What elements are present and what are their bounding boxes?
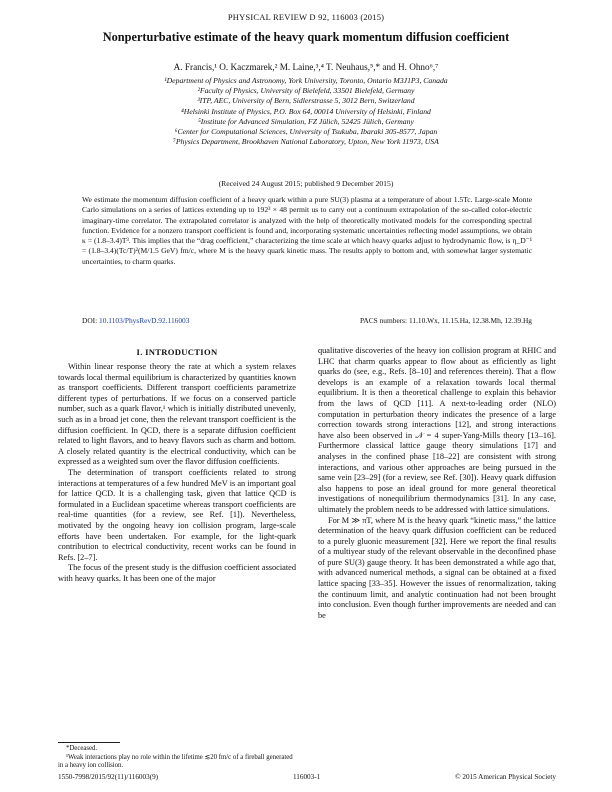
affiliation: ²Faculty of Physics, University of Bielefeld, 33501 Bielefeld, Germany — [197, 86, 415, 96]
right-column — [318, 346, 556, 621]
paragraph: Within linear response theory the rate at which a system relaxes towards local thermal equilibrium is characterized by quantities known as transport coefficients. Different transport coefficients parametrize different types of perturbations. If we focus on a conserved particle number, such as a quark flavor,¹ which is initially distributed unevenly, such as in a broad jet cone, then the relevant transport coefficient is the diffusion coefficient. In QCD, there is a separate diffusion coefficient related to light flavors, and to heavy flavors such as charm and bottom. A closely related quantity is the electrical conductivity, which can be expressed as a weighted sum over the flavor diffusion coefficients. — [58, 362, 296, 467]
footnote: *Deceased. — [66, 745, 98, 752]
journal-header: PHYSICAL REVIEW D 92, 116003 (2015) — [227, 12, 385, 22]
doi-label: DOI: — [82, 316, 100, 325]
paper-title: Nonperturbative estimate of the heavy quark momentum diffusion coefficient — [102, 30, 510, 44]
doi-block — [82, 316, 189, 325]
footnote-divider — [58, 742, 120, 743]
abstract-text: We estimate the momentum diffusion coefficient of a heavy quark within a pure SU(3) plasma at a temperature of about 1.5Tc. Large-scale Monte Carlo simulations on a series of lattices extending up to 192³ × 48 permit us to carry out a continuum extrapolation of the so-called color-electric imaginary-time correlator. The extrapolated correlator is analyzed with the help of theoretically motivated models for the corresponding spectral function. Evidence for a nonzero transport coefficient is found and, incorporating systematic uncertainties reflecting model assumptions, we obtain κ = (1.8–3.4)T³. This implies that the “drag coefficient,” characterizing the time scale at which heavy quarks adjust to hydrodynamic flow, is η_D⁻¹ = (1.8–3.4)(Tc/T)²(M/1.5 GeV) fm/c, where M is the heavy quark kinetic mass. The results apply to bottom and, with somewhat larger systematic uncertainties, to charm quarks. — [82, 195, 532, 266]
footer-copyright: © 2015 American Physical Society — [455, 773, 556, 781]
left-column — [58, 362, 296, 584]
author-list: A. Francis,¹ O. Kaczmarek,² M. Laine,³,⁴ T. Neuhaus,⁵,* and H. Ohno⁶,⁷ — [173, 62, 439, 72]
section-heading: I. INTRODUCTION — [136, 347, 218, 357]
affiliation: ¹Department of Physics and Astronomy, York University, Toronto, Ontario M3J1P3, Canada — [164, 76, 448, 85]
affiliation: ⁴Helsinki Institute of Physics, P.O. Box 64, 00014 University of Helsinki, Finland — [181, 106, 431, 116]
paragraph: qualitative discoveries of the heavy ion collision program at RHIC and LHC that charm quarks appear to flow about as efficiently as light quarks do (see, e.g., Refs. [8–10] and references therein). That a flow develops is an example of a relaxation towards local thermal equilibrium. It is then a theoretical challenge to explain this behavior from the laws of QCD [11]. A next-to-leading order (NLO) computation in perturbation theory indicates the presence of a large correction towards strong interactions [12], and strong interactions have also been observed in 𝒩 = 4 super-Yang-Mills theory [13–16]. Furthermore classical lattice gauge theory simulations [17] and analyses in the confined phase [18–22] are consistent with strong interactions, and various other approaches are being pursued in the same vein [23–29] (for a review, see Ref. [30]). Heavy quark diffusion also happens to pose an ideal ground for more general theoretical investigations of nonequilibrium thermodynamics [31]. In any case, ultimately the problem needs to be addressed with lattice simulations. — [318, 346, 556, 514]
footnote: ¹Weak interactions play no role within the lifetime ≲20 fm/c of a fireball generated in a heavy ion collision. — [58, 753, 293, 770]
page-footer — [58, 773, 556, 781]
affiliations — [40, 76, 572, 147]
received-dates: (Received 24 August 2015; published 9 December 2015) — [218, 179, 394, 188]
paragraph: The focus of the present study is the diffusion coefficient associated with heavy quarks. It has been one of the major — [58, 563, 296, 583]
doi-link[interactable]: 10.1103/PhysRevD.92.116003 — [99, 316, 190, 325]
paragraph: The determination of transport coefficients related to strong interactions at temperatures of a few hundred MeV is an important goal for lattice QCD. It is a challenging task, given that lattice QCD is formulated in a Euclidean spacetime whereas transport coefficients are real-time quantities (for a review, see Ref. [1]). Nevertheless, motivated by the ongoing heavy ion collision program, large-scale efforts have been undertaken. For example, for the light-quark contribution to electrical conductivity, recent works can be found in Refs. [2–7]. — [58, 467, 296, 562]
footer-issn: 1550-7998/2015/92(11)/116003(9) — [58, 773, 159, 781]
footnotes — [58, 745, 296, 771]
paragraph: For M ≫ πT, where M is the heavy quark “kinetic mass,” the lattice determination of the heavy quark diffusion coefficient can be reduced to a purely gluonic measurement [32]. Here we report the final results of a multiyear study of the relevant observable in the deconfined phase of pure SU(3) gauge theory. It has been demonstrated a while ago that, with advanced numerical methods, a signal can be obtained at a fixed lattice spacing [33–35]. However the issues of renormalization, taking the continuum limit, and analytic continuation had not been brought into conclusion. Even though further improvements are needed and can be — [318, 515, 556, 620]
pacs-numbers: PACS numbers: 11.10.Wx, 11.15.Ha, 12.38.Mh, 12.39.Hg — [359, 316, 532, 325]
affiliation: ⁷Physics Department, Brookhaven National Laboratory, Upton, New York 11973, USA — [173, 137, 439, 147]
affiliation: ³ITP, AEC, University of Bern, Sidlerstrasse 5, 3012 Bern, Switzerland — [197, 96, 415, 106]
footer-page-number: 116003-1 — [292, 773, 321, 781]
abstract — [82, 195, 532, 267]
affiliation: ⁵Institute for Advanced Simulation, FZ Jülich, 52425 Jülich, Germany — [198, 116, 414, 126]
doi-pacs-line — [82, 316, 532, 325]
affiliation: ⁶Center for Computational Sciences, University of Tsukuba, Ibaraki 305-8577, Japan — [174, 127, 438, 137]
